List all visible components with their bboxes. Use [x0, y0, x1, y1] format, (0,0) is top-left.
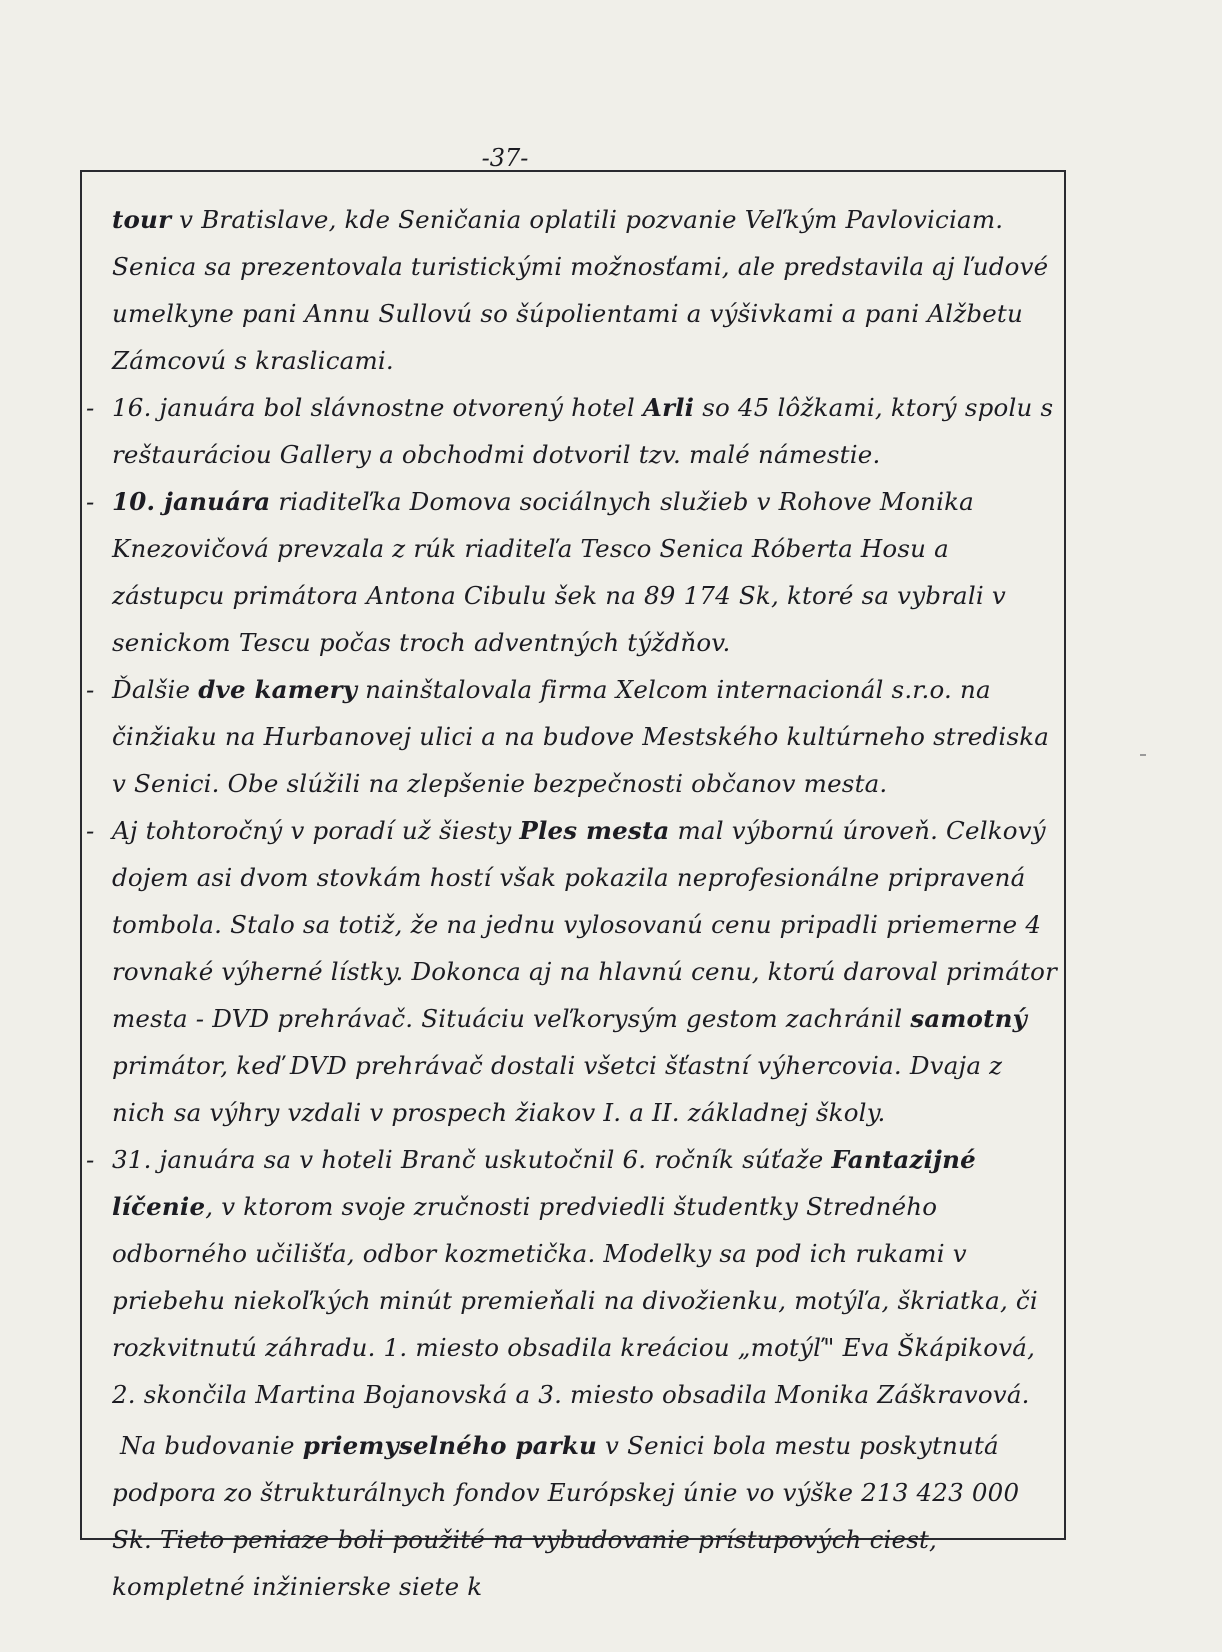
- entry-p0: [112, 196, 1058, 384]
- entry-p2: [86, 478, 1058, 666]
- entry-dash: -: [86, 487, 95, 516]
- entry-p3-seg0: Ďalšie: [112, 675, 199, 704]
- entry-p0-seg0: tour: [112, 205, 172, 234]
- entry-p4-seg4: primátor, keď DVD prehrávač dostali všetci šťastní výhercovia. Dvaja z nich sa výhry vzdali v prospech žiakov I. a II. základnej školy.: [112, 1051, 1003, 1127]
- entry-p4-seg1: Ples mesta: [519, 816, 670, 845]
- entry-p3-seg2: nainštalovala firma Xelcom internacionál s.r.o. na činžiaku na Hurbanovej ulici a na budove Mestského kultúrneho strediska v Senici. Obe slúžili na zlepšenie bezpečnosti občanov mesta.: [112, 675, 1050, 798]
- entry-dash: -: [86, 393, 95, 422]
- margin-mark: [1140, 754, 1146, 756]
- entry-p1: [86, 384, 1058, 478]
- entry-p5-seg2: , v ktorom svoje zručnosti predviedli študentky Stredného odborného učilišťa, odbor kozmetička. Modelky sa pod ich rukami v priebehu niekoľkých minút premieňali na divožienku, motýľa, škriatka, či rozkvitnutú záhradu. 1. miesto obsadila kreáciou „motýľ" Eva Škápiková, 2. skončila Martina Bojanovská a 3. miesto obsadila Monika Záškravová.: [112, 1192, 1038, 1409]
- entry-p2-seg0: 10. januára: [112, 487, 271, 516]
- entry-dash: -: [86, 675, 95, 704]
- entry-p4: [86, 807, 1058, 1136]
- entry-dash: -: [86, 816, 95, 845]
- entry-p5-seg1: Fantazijné líčenie: [112, 1145, 976, 1221]
- entry-p4-seg0: Aj tohtoročný v poradí už šiesty: [112, 816, 520, 845]
- entry-p1-seg0: 16. januára bol slávnostne otvorený hotel: [112, 393, 643, 422]
- entry-p4-seg3: samotný: [910, 1004, 1028, 1033]
- entry-p6-seg2: v Senici bola mestu poskytnutá podpora zo štrukturálnych fondov Európskej únie vo výške 213 423 000 Sk. Tieto peniaze boli použité na vybudovanie prístupových ciest, kompletné inžinierske siete k: [112, 1431, 1020, 1601]
- entry-p6-seg0: Na budovanie: [120, 1431, 303, 1460]
- chronicle-text: [86, 196, 1058, 1610]
- entry-p5: [86, 1136, 1058, 1418]
- entry-p6-seg1: priemyselného parku: [302, 1431, 598, 1460]
- entry-p2-seg1: riaditeľka Domova sociálnych služieb v Rohove Monika Knezovičová prevzala z rúk riaditeľa Tesco Senica Róberta Hosu a zástupcu primátora Antona Cibulu šek na 89 174 Sk, ktoré sa vybrali v senickom Tescu počas troch adventných týždňov.: [112, 487, 1006, 657]
- entry-p1-seg1: Arli: [642, 393, 695, 422]
- entry-p1-seg2: so 45 lôžkami, ktorý spolu s reštauráciou Gallery a obchodmi dotvoril tzv. malé námestie.: [112, 393, 1054, 469]
- page-number: -37-: [481, 144, 529, 172]
- entry-p6: [112, 1422, 1058, 1610]
- entry-p4-seg2: mal výbornú úroveň. Celkový dojem asi dvom stovkám hostí však pokazila neprofesionálne pripravená tombola. Stalo sa totiž, že na jednu vylosovanú cenu pripadli priemerne 4 rovnaké výherné lístky. Dokonca aj na hlavnú cenu, ktorú daroval primátor mesta - DVD prehrávač. Situáciu veľkorysým gestom zachránil: [112, 816, 1057, 1033]
- entry-dash: -: [86, 1145, 95, 1174]
- entry-p5-seg0: 31. januára sa v hoteli Branč uskutočnil 6. ročník súťaže: [112, 1145, 832, 1174]
- entry-p3: [86, 666, 1058, 807]
- entry-p0-seg1: v Bratislave, kde Seničania oplatili pozvanie Veľkým Pavloviciam. Senica sa prezentovala turistickými možnosťami, ale predstavila aj ľudové umelkyne pani Annu Sullovú so šúpolientami a výšivkami a pani Alžbetu Zámcovú s kraslicami.: [112, 205, 1049, 375]
- entry-p3-seg1: dve kamery: [198, 675, 358, 704]
